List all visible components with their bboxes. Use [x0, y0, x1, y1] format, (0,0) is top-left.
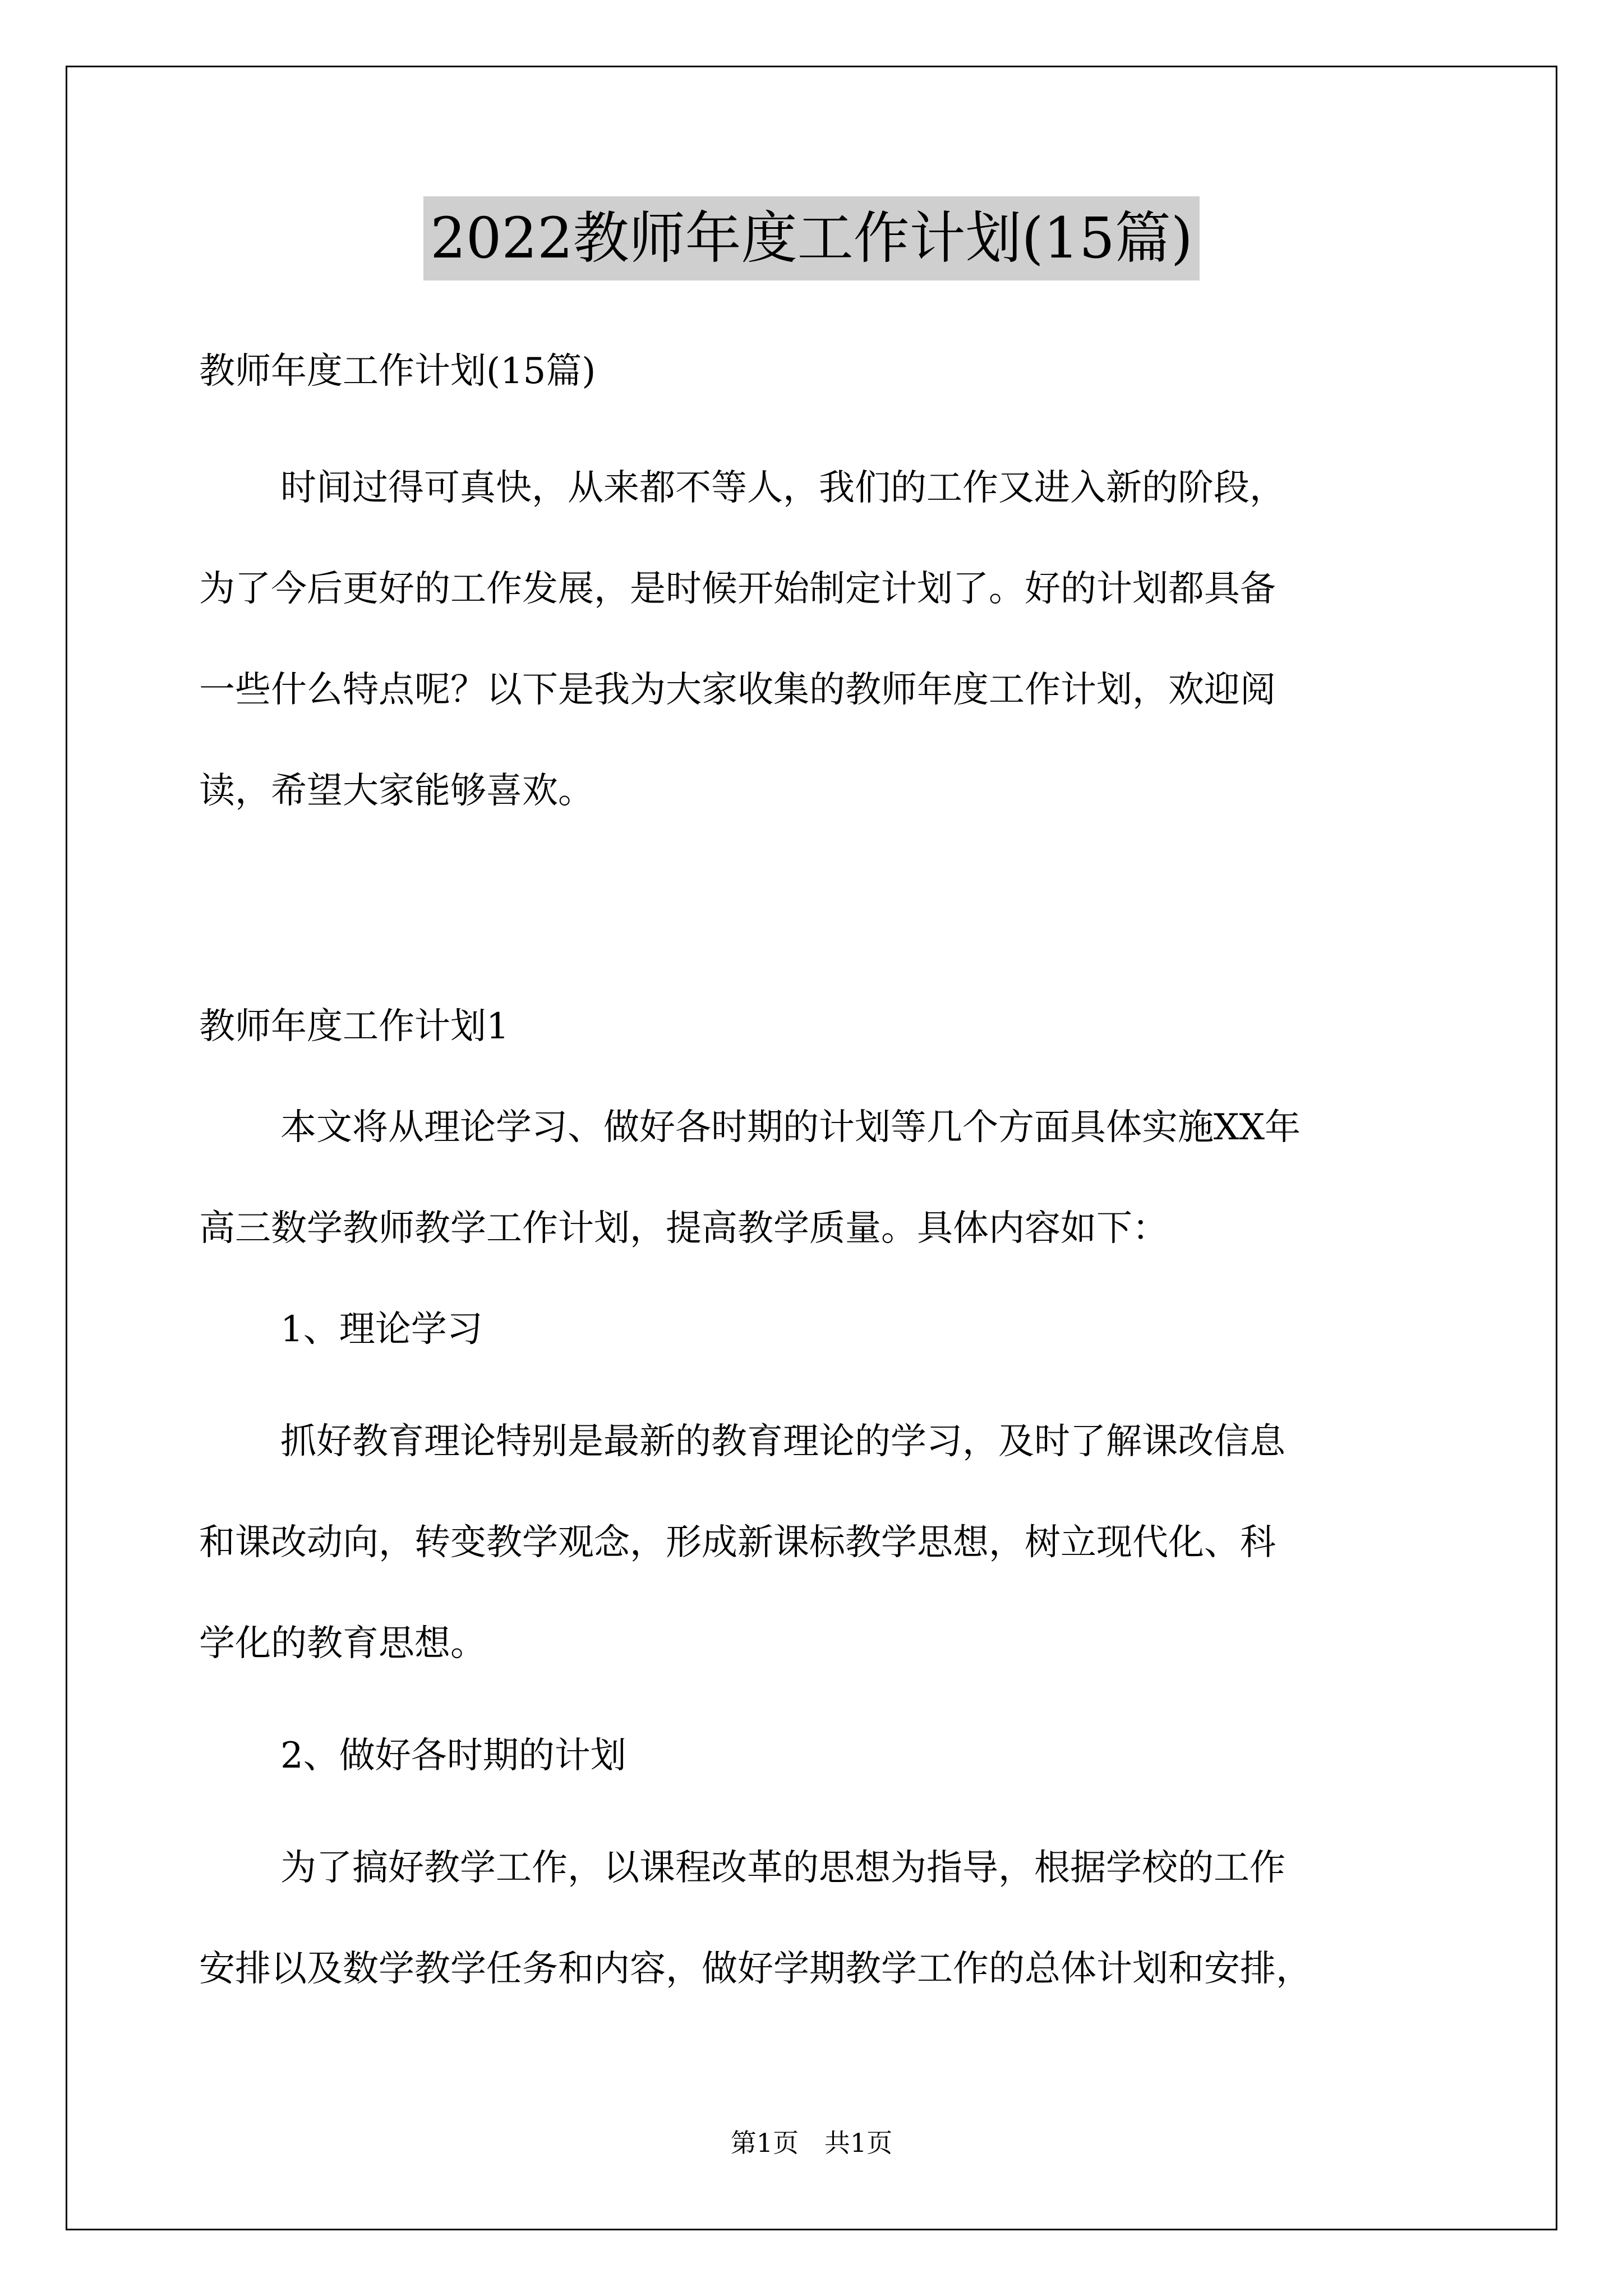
item-heading-2: 2、做好各时期的计划	[280, 1735, 626, 1777]
body-line-5: 学化的教育思想。	[199, 1623, 486, 1664]
body-line-1: 本文将从理论学习、做好各时期的计划等几个方面具体实施XX年	[280, 1107, 1301, 1148]
document-title: 2022教师年度工作计划(15篇)	[423, 196, 1200, 280]
body-line-4: 和课改动向，转变教学观念，形成新课标教学思想，树立现代化、科	[199, 1522, 1276, 1563]
subtitle-line: 教师年度工作计划(15篇)	[199, 351, 596, 392]
intro-line-3: 一些什么特点呢？以下是我为大家收集的教师年度工作计划，欢迎阅	[199, 669, 1276, 711]
body-line-7: 安排以及数学教学任务和内容，做好学期教学工作的总体计划和安排，	[199, 1948, 1312, 1990]
body-line-2: 高三数学教师教学工作计划，提高教学质量。具体内容如下：	[199, 1208, 1168, 1249]
section-heading: 教师年度工作计划1	[199, 1006, 509, 1047]
body-line-3: 抓好教育理论特别是最新的教育理论的学习，及时了解课改信息	[280, 1421, 1285, 1462]
title-wrap	[0, 196, 1623, 280]
page-footer: 第1页 共1页	[730, 2128, 893, 2158]
intro-line-2: 为了今后更好的工作发展，是时候开始制定计划了。好的计划都具备	[199, 568, 1276, 610]
intro-line-4: 读，希望大家能够喜欢。	[199, 770, 594, 812]
item-heading-1: 1、理论学习	[280, 1309, 483, 1350]
intro-line-1: 时间过得可真快，从来都不等人，我们的工作又进入新的阶段，	[280, 467, 1285, 509]
body-line-6: 为了搞好教学工作，以课程改革的思想为指导，根据学校的工作	[280, 1847, 1285, 1889]
